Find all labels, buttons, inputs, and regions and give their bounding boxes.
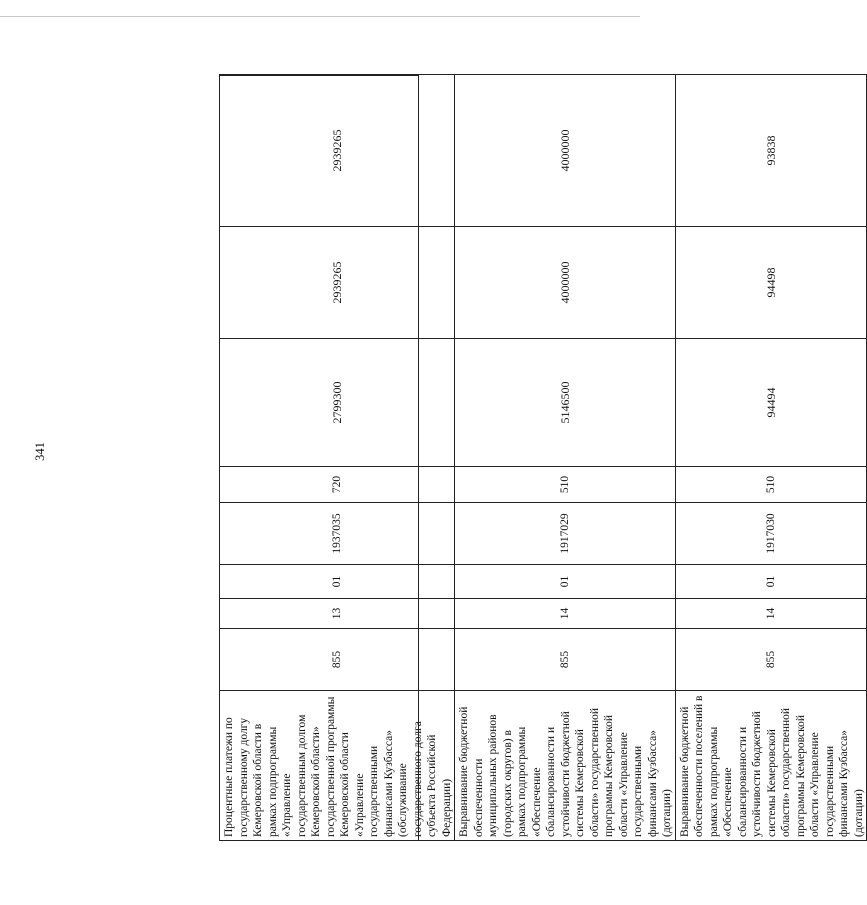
amount-year-3: 93838 [675,75,867,227]
row-description: Процентные платежи по государственному долгу Кемеровской области в рамках подпрограммы «Управление государственным долгом Кемеровской области» государственной программы Кемеровской области «Управление государственными финансами Кузбасса» (обслуживание государственного долга субъекта Российской Федерации) [220,691,455,841]
amount-year-1: 5146500 [455,339,676,467]
subsection-code: 01 [220,565,455,599]
row-description: Выравнивание бюджетной обеспеченности муниципальных районов (городских округов) в рамках подпрограммы «Обеспечение сбалансированности и устойчивости бюджетной системы Кемеровской области» государственной программы Кемеровской области «Управление государственными финансами Кузбасса» (дотации) [455,691,676,841]
top-rule [0,16,640,17]
table-row [675,75,867,841]
table-row [220,75,455,841]
amount-year-3: 2939265 [220,75,455,227]
section-code: 14 [675,599,867,629]
ministry-code: 855 [675,629,867,691]
budget-table-rotated [219,75,865,841]
page-number-text: 341 [32,441,47,461]
expense-type-code: 720 [220,467,455,503]
row-description: Выравнивание бюджетной обеспеченности поселений в рамках подпрограммы «Обеспечение сбалансированности и устойчивости бюджетной системы Кемеровской области» государственной программы Кемеровской области «Управление государственными финансами Кузбасса» (дотации) [675,691,867,841]
table-row [455,75,676,841]
subsection-code: 01 [675,565,867,599]
target-article-code: 1917029 [455,503,676,565]
ministry-code: 855 [455,629,676,691]
ministry-code: 855 [220,629,455,691]
budget-table [219,74,867,841]
amount-year-2: 4000000 [455,227,676,339]
target-article-code: 1917030 [675,503,867,565]
amount-year-2: 94498 [675,227,867,339]
section-code: 13 [220,599,455,629]
target-article-code: 1937035 [220,503,455,565]
expense-type-code: 510 [675,467,867,503]
subsection-code: 01 [455,565,676,599]
amount-year-2: 2939265 [220,227,455,339]
amount-year-1: 2799300 [220,339,455,467]
expense-type-code: 510 [455,467,676,503]
amount-year-3: 4000000 [455,75,676,227]
amount-year-1: 94494 [675,339,867,467]
page-number [31,436,49,466]
section-code: 14 [455,599,676,629]
